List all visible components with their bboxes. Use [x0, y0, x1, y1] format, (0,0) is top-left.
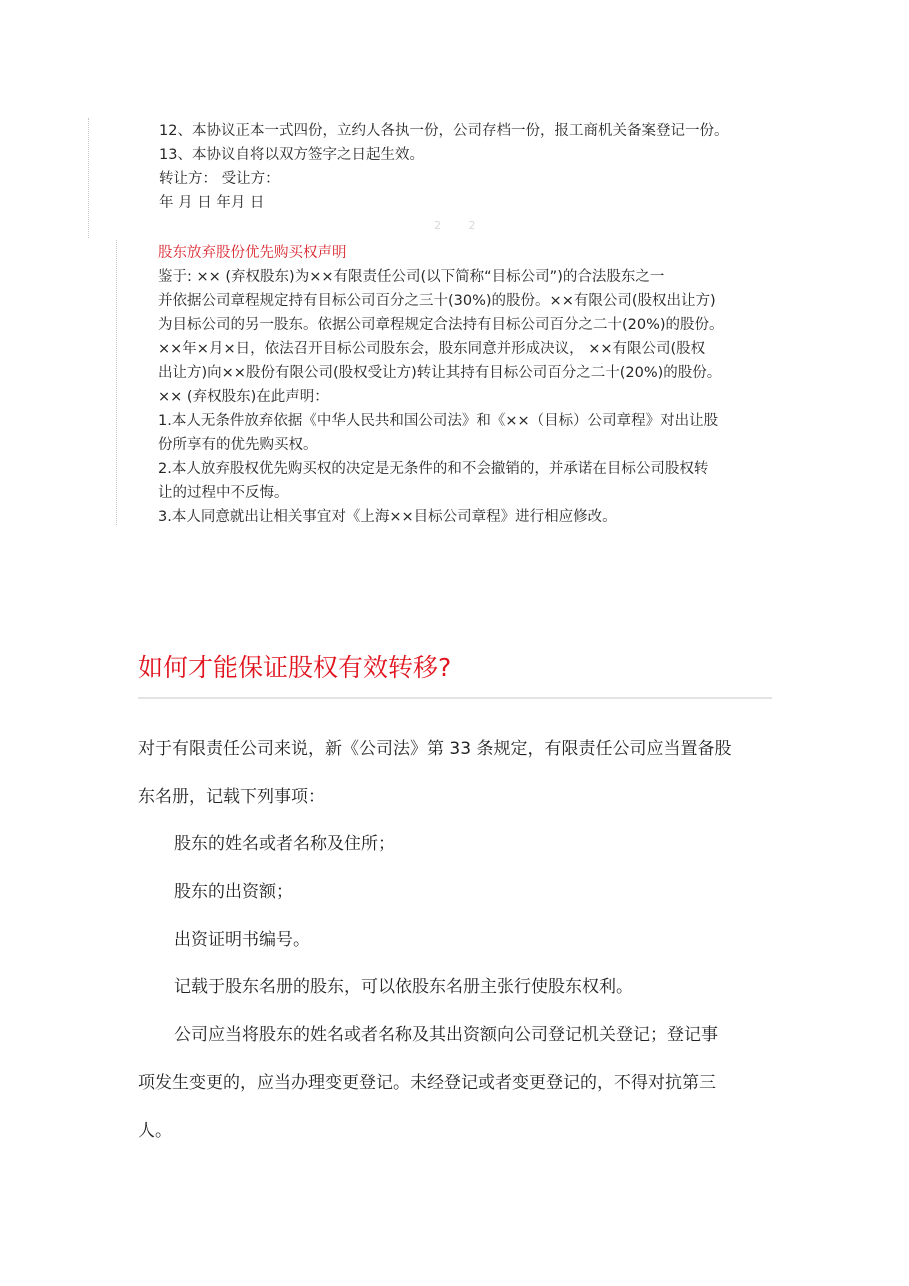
declaration-line: 鉴于: ×× (弃权股东)为××有限责任公司(以下简称“目标公司”)的合法股东之一	[158, 269, 665, 285]
declaration-line: 并依据公司章程规定持有目标公司百分之三十(30%)的股份。××有限公司(股权出让方)	[158, 293, 716, 309]
declaration-line: 1.本人无条件放弃依据《中华人民共和国公司法》和《××（目标）公司章程》对出让股	[158, 413, 719, 429]
heading-divider	[138, 697, 772, 699]
list-item-certificate-number: 出资证明书编号。	[174, 930, 310, 950]
article-paragraph: 对于有限责任公司来说，新《公司法》第 33 条规定，有限责任公司应当置备股	[138, 739, 732, 759]
declaration-title: 股东放弃股份优先购买权声明	[158, 245, 347, 261]
agreement-clause-12: 12、本协议正本一式四份，立约人各执一份，公司存档一份，报工商机关备案登记一份。	[159, 123, 729, 139]
document-snippet-declaration	[116, 240, 787, 525]
declaration-line: 出让方)向××股份有限公司(股权受让方)转让其持有目标公司百分之二十(20%)的股份。	[158, 365, 722, 381]
article-paragraph: 东名册，记载下列事项：	[138, 787, 325, 807]
declaration-line: 3.本人同意就出让相关事宜对《上海××目标公司章程》进行相应修改。	[158, 509, 617, 525]
signature-dates: 年 月 日 年月 日	[159, 195, 265, 211]
declaration-line: 份所享有的优先购买权。	[158, 437, 318, 453]
list-item-capital-contribution: 股东的出资额；	[174, 882, 293, 902]
document-snippet-top	[88, 118, 789, 238]
declaration-line: ××年×月×日，依法召开目标公司股东会，股东同意并形成决议， ××有限公司(股权	[158, 341, 706, 357]
declaration-line: 为目标公司的另一股东。依据公司章程规定合法持有目标公司百分之二十(20%)的股份。	[158, 317, 724, 333]
signature-parties: 转让方： 受让方：	[159, 171, 280, 187]
article-paragraph: 公司应当将股东的姓名或者名称及其出资额向公司登记机关登记；登记事	[174, 1025, 718, 1045]
declaration-line: 让的过程中不反悔。	[158, 485, 289, 501]
article-paragraph: 项发生变更的，应当办理变更登记。未经登记或者变更登记的，不得对抗第三	[138, 1073, 716, 1093]
article-paragraph: 记载于股东名册的股东，可以依股东名册主张行使股东权利。	[174, 977, 633, 997]
declaration-line: ×× (弃权股东)在此声明：	[158, 389, 329, 405]
article-paragraph: 人。	[138, 1121, 172, 1141]
article-heading: 如何才能保证股权有效转移?	[138, 653, 452, 682]
agreement-clause-13: 13、本协议自将以双方签字之日起生效。	[159, 147, 424, 163]
declaration-line: 2.本人放弃股权优先购买权的决定是无条件的和不会撤销的，并承诺在目标公司股权转	[158, 461, 709, 477]
page-number-mark: 2 2	[434, 219, 488, 232]
list-item-shareholder-name: 股东的姓名或者名称及住所；	[174, 834, 395, 854]
